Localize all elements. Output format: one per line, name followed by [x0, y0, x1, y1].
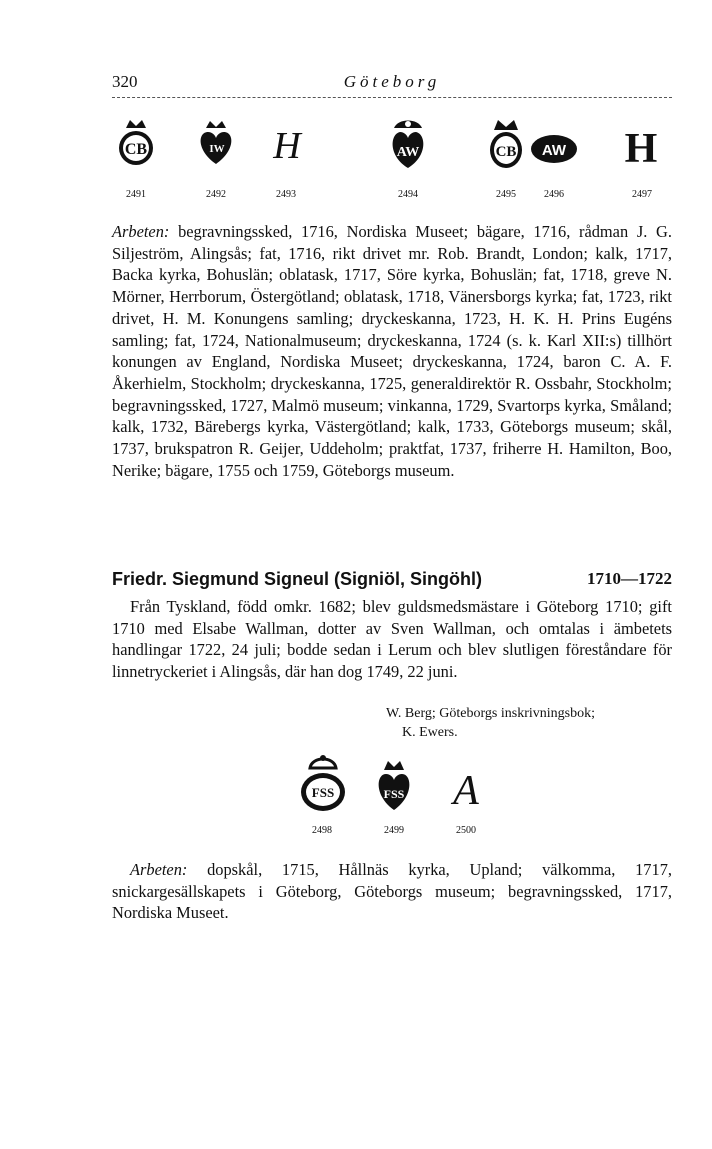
- mark-number: 2497: [632, 189, 652, 200]
- mark-number: 2494: [398, 189, 418, 200]
- mark-number: 2499: [384, 825, 404, 836]
- sources: [386, 704, 672, 742]
- mark-number: 2495: [496, 189, 516, 200]
- crowned-oval-cb-mark-icon: [486, 118, 526, 170]
- svg-text:CB: CB: [495, 144, 517, 160]
- works-text: dopskål, 1715, Hållnäs kyrka, Upland; välkomma, 1717, snickargesällskapets i Göteborg, Göteborgs museum; begravningssked, 1717, Nordiska Museet.: [112, 860, 672, 923]
- works-text: begravningssked, 1716, Nordiska Museet; bägare, 1716, rådman J. G. Siljeström, Alingsås; fat, 1716, rikt drivet mr. Rob. Brandt, London; kalk, 1717, Backa kyrka, Bohuslän; oblatask, 1717, Söre kyrka, Bohuslän; fat, 1718, greve N. Mörner, Herrborum, Östergötland; oblatask, 1718, Vänersborgs kyrka; fat, 1723, rikt drivet, H. M. Konungens samling; dryckeskanna, 1723, H. K. H. Prins Eugéns samling; fat, 1724, Nationalmuseum; dryckeskanna, 1724 (s. k. Karl XII:s) tillhört konungen av England, Nordiska Museet; dryckeskanna, 1724, baron C. A. F. Åkerhielm, Stockholm; dryckeskanna, 1725, generaldirektör R. Ossbahr, Stockholm; begravningssked, 1727, Malmö museum; vinkanna, 1729, Svartorps kyrka, Småland; kalk, 1732, Bärebergs kyrka, Västergötland; kalk, 1733, Göteborgs museum; skål, 1737, brukspatron R. Geijer, Uddeholm; praktfat, 1737, friherre H. Hamilton, Boo, Nerike; bägare, 1755 och 1759, Göteborgs museum.: [112, 222, 672, 480]
- sources-line: W. Berg; Göteborgs inskrivningsbok;: [386, 706, 595, 721]
- works-paragraph: [112, 221, 672, 481]
- works-label: Arbeten:: [112, 222, 170, 241]
- sources-line: K. Ewers.: [402, 725, 458, 740]
- svg-text:A: A: [453, 768, 479, 810]
- works-label: Arbeten:: [130, 860, 188, 879]
- block-h-mark-icon: [618, 126, 664, 166]
- script-h-mark-icon: [264, 124, 310, 166]
- page-number: 320: [112, 72, 138, 91]
- mark-number: 2491: [126, 189, 146, 200]
- mark-number: 2500: [456, 825, 476, 836]
- goldsmith-name: Friedr. Siegmund Signeul (Signiöl, Singöhl): [112, 569, 483, 589]
- mark-number: 2493: [276, 189, 296, 200]
- svg-text:IW: IW: [209, 143, 225, 155]
- script-a-mark-icon: [446, 764, 486, 810]
- svg-text:H: H: [273, 125, 301, 166]
- svg-text:AW: AW: [396, 145, 420, 160]
- svg-text:FSS: FSS: [383, 787, 405, 801]
- running-head: [112, 72, 672, 96]
- mark-number: 2496: [544, 189, 564, 200]
- works-paragraph: [112, 859, 672, 924]
- active-years: 1710—1722: [587, 569, 672, 588]
- mark-number: 2498: [312, 825, 332, 836]
- svg-text:H: H: [624, 126, 658, 166]
- oval-aw-mark-icon: [530, 134, 578, 164]
- running-title: Göteborg: [343, 72, 441, 91]
- crowned-aw-monogram-mark-icon: [384, 116, 432, 170]
- header-rule: [112, 97, 672, 98]
- mark-number: 2492: [206, 189, 226, 200]
- crowned-heart-iw-mark-icon: [194, 118, 238, 168]
- crowned-oval-fss-mark-icon: [298, 752, 348, 814]
- goldsmith-heading: [112, 569, 672, 593]
- crowned-oval-cb-mark-icon: [116, 118, 156, 168]
- svg-text:AW: AW: [541, 142, 567, 159]
- crowned-heart-fss-mark-icon: [372, 758, 416, 812]
- biography-paragraph: Från Tyskland, född omkr. 1682; blev guldsmedsmästare i Göteborg 1710; gift 1710 med Elsabe Wallman, dotter av Sven Wallman, och omtalas i ämbetets handlingar 1722, 24 juli; bodde sedan i Lerum och blev slutligen föreståndare för linnetryckeriet i Alingsås, där han dog 1749, 22 juni.: [112, 597, 672, 682]
- svg-text:FSS: FSS: [311, 785, 335, 800]
- svg-text:CB: CB: [124, 141, 148, 158]
